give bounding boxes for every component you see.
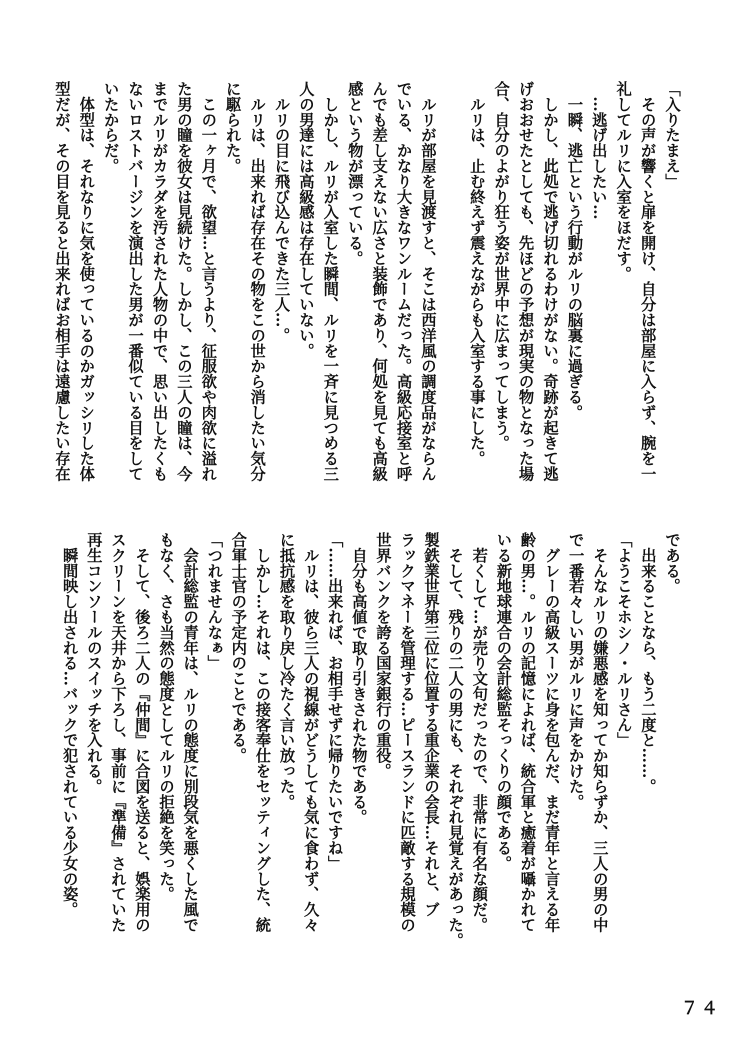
text-line: そんなルリの嫌悪感を知ってか知らずか、三人の男の中	[590, 532, 609, 933]
text-line: しかし、ルリが入室した瞬間、ルリを一斉に見つめる三	[321, 81, 340, 482]
text-line: 再生コンソールのスイッチを入れる。	[84, 532, 103, 794]
text-line: そして、残りの二人の男にも、それぞれ見覚えがあった。	[446, 532, 465, 948]
text-line: 型だが、その目を見ると出来ればお相手は遠慮したい存在	[52, 81, 71, 482]
text-line: た男の瞳を彼女は見続けた。しかし、この三人の瞳は、今	[174, 81, 193, 482]
paragraph-gap	[440, 81, 464, 481]
text-line: しかし…それは、この接客奉仕をセッティングした、統	[253, 532, 272, 933]
text-line: である。	[663, 532, 681, 594]
text-line: 一瞬、逃亡という行動がルリの脳裏に過ぎる。	[565, 81, 584, 420]
text-line: げおおせたとしても、先ほどの予想が現実の物となった場	[516, 81, 535, 482]
text-line: 「つれませんなぁ」	[205, 532, 224, 671]
text-line: 「入りたまえ」	[663, 81, 681, 189]
text-line: いる新地球連合の会計総監そっくりの顔である。	[494, 532, 513, 871]
text-line: そして、後ろ二人の『仲間』に合図を送ると、娯楽用の	[132, 532, 151, 933]
text-line: 世界バンクを誇る国家銀行の重役。	[373, 532, 392, 779]
text-line: しかし、此処で逃げ切れるわけがない。奇跡が起きて逃	[540, 81, 559, 482]
text-line: でいる、かなり大きなワンルームだった。高級応接室と呼	[394, 81, 413, 482]
bottom-text-block	[58, 532, 684, 952]
text-line: 会計総監の青年は、ルリの態度に別段気を悪くした風で	[181, 532, 200, 933]
text-line: ルリが部屋を見渡すと、そこは西洋風の調度品がならん	[418, 81, 437, 482]
text-line: ルリの目に飛び込んできた三人…。	[272, 81, 291, 343]
text-line: もなく、さも当然の態度としてルリの拒絶を笑った。	[157, 532, 176, 902]
text-line: に抵抗感を取り戻し冷たく言い放った。	[277, 532, 296, 810]
text-line: までルリがカラダを汚された人物の中で、思い出したくも	[150, 81, 169, 482]
text-line: 製鉄業世界第三位に位置する重企業の会長…それと、ブ	[422, 532, 441, 917]
text-line: で一番若々しい男がルリに声をかけた。	[566, 532, 585, 810]
text-line: んでも差し支えない広さと装飾であり、何処を見ても高級	[370, 81, 389, 482]
text-line: その声が響くと扉を開け、自分は部屋に入らず、腕を一	[638, 81, 657, 482]
text-line: いたからだ。	[101, 81, 120, 174]
text-line: ルリは、止む終えず震えながらも入室する事にした。	[467, 81, 486, 466]
text-line: この一ヶ月で、欲望…と言うより、征服欲や肉欲に溢れ	[199, 81, 218, 482]
text-line: 瞬間映し出される…バックで犯されている少女の姿。	[60, 532, 79, 917]
page-number: ７４	[681, 999, 721, 1019]
text-line: 感という物が漂っている。	[345, 81, 364, 266]
text-line: 体型は、それなりに気を使っているのかガッシリした体	[77, 81, 96, 482]
text-line: 合、自分のよがり狂う姿が世界中に広まってしまう。	[492, 81, 511, 451]
text-line: 「……出来れば、お相手せずに帰りたいですね」	[325, 532, 344, 871]
text-line: 合軍士官の予定内のことである。	[229, 532, 248, 763]
text-line: …逃げ出したい…	[589, 81, 608, 220]
text-line: 齢の男…。ルリの記憶によれば、統合軍と癒着が囁かれて	[518, 532, 537, 933]
text-line: 礼してルリに入室をほだす。	[614, 81, 633, 282]
text-line: スクリーンを天井から下ろし、事前に『準備』されていた	[108, 532, 127, 933]
text-line: 人の男達には高級感は存在していない。	[296, 81, 315, 359]
text-line: 若くして…が売り文句だったので、非常に有名な顔だ。	[470, 532, 489, 933]
text-line: に駆られた。	[223, 81, 242, 174]
text-line: グレーの高級スーツに身を包んだ、まだ青年と言える年	[542, 532, 561, 933]
top-text-block	[49, 81, 684, 481]
text-line: 「ようこそホシノ・ルリさん」	[614, 532, 633, 748]
text-line: ルリは、出来れば存在その物をこの世から消したい気分	[248, 81, 267, 482]
text-line: ないロストバージンを演出した男が一番似ている目をして	[126, 81, 145, 482]
text-line: 出来ることなら、もう二度と……。	[638, 532, 657, 794]
text-line: 自分も高値で取り引きされた物である。	[349, 532, 368, 825]
text-line: ラックマネーを管理する…ピースランドに匹敵する規模の	[397, 532, 416, 933]
text-line: ルリは、彼ら三人の視線がどうしても気に食わず、久々	[301, 532, 320, 933]
